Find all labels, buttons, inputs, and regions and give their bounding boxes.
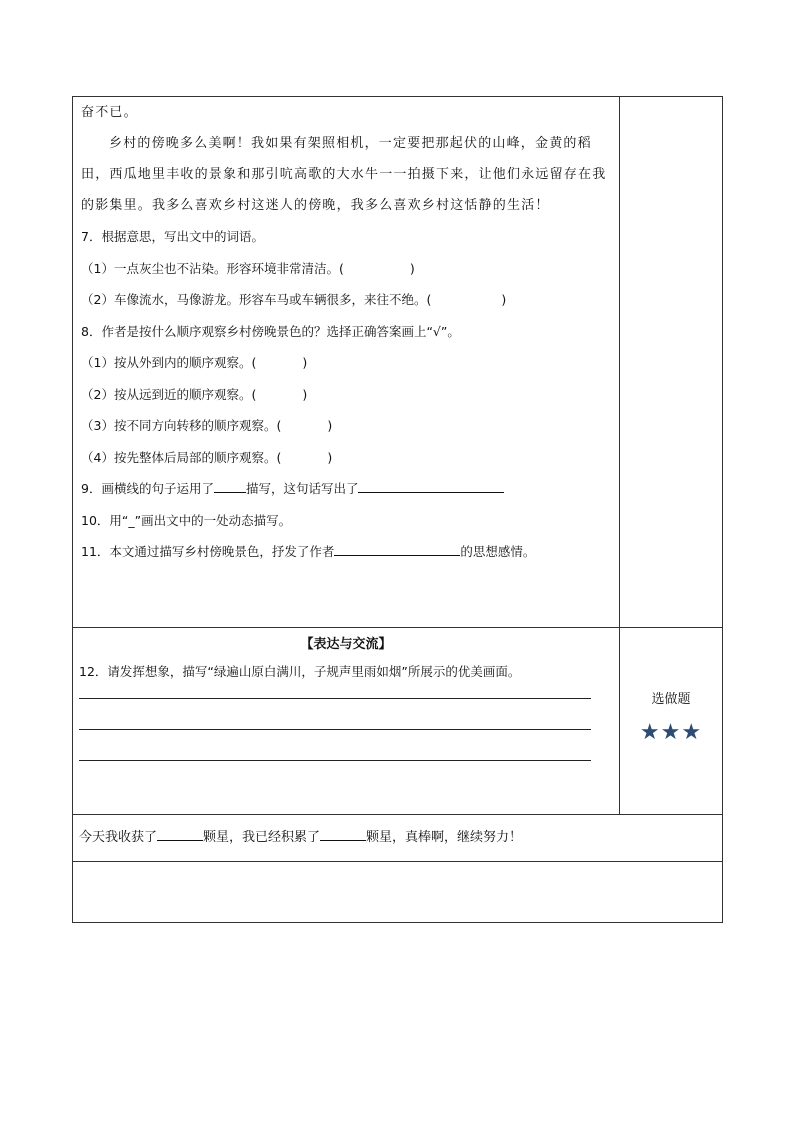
passage-paragraph: 乡村的傍晚多么美啊！我如果有架照相机，一定要把那起伏的山峰，金黄的稻田，西瓜地里丰收的景象和那引吭高歌的大水牛一一拍摄下来，让他们永远留存在我的影集里。我多么喜欢乡村这迷人的傍晚，我多么喜欢乡村这恬静的生活！ xyxy=(81,136,607,213)
question-9-text-b: 描写，这句话写出了 xyxy=(245,481,359,496)
question-8-2-text: （2）按从远到近的顺序观察。( xyxy=(81,386,257,402)
question-8: 8．作者是按什么顺序观察乡村傍晚景色的？选择正确答案画上“√”。 xyxy=(81,323,460,339)
summary-text-a: 今天我收获了 xyxy=(79,830,158,845)
writing-line[interactable] xyxy=(79,698,591,699)
close-paren: ) xyxy=(327,449,333,465)
star-count-blank[interactable] xyxy=(157,828,203,841)
question-7-2 xyxy=(73,284,619,316)
section-title: 【表达与交流】 xyxy=(300,637,392,652)
question-8-4-text: （4）按先整体后局部的顺序观察。( xyxy=(81,449,282,465)
optional-cell xyxy=(620,628,723,815)
summary-text-c: 颗星，真棒啊，继续努力！ xyxy=(366,830,523,845)
question-8-1-text: （1）按从外到内的顺序观察。( xyxy=(81,355,257,370)
star-rating-icon: ★★★ xyxy=(639,720,703,745)
close-paren: ) xyxy=(409,260,415,276)
optional-label: 选做题 xyxy=(651,692,691,707)
question-8-3 xyxy=(73,410,619,442)
question-8-2 xyxy=(73,379,619,411)
close-paren: ) xyxy=(327,418,333,433)
writing-line[interactable] xyxy=(79,729,591,730)
question-7: 7．根据意思，写出文中的词语。 xyxy=(81,229,264,244)
reading-passage xyxy=(73,97,619,221)
star-total-blank[interactable] xyxy=(320,828,366,841)
question-10: 10．用“_”画出文中的一处动态描写。 xyxy=(81,512,292,528)
answer-blank[interactable] xyxy=(334,543,460,556)
worksheet-table xyxy=(72,96,723,923)
close-paren: ) xyxy=(501,292,507,307)
question-8-4 xyxy=(73,442,619,474)
question-7-1-text: （1）一点灰尘也不沾染。形容环境非常清洁。( xyxy=(81,260,344,276)
close-paren: ) xyxy=(302,355,308,370)
close-paren: ) xyxy=(302,386,308,402)
question-7-1 xyxy=(73,253,619,285)
question-9 xyxy=(73,473,619,505)
question-8-3-text: （3）按不同方向转移的顺序观察。( xyxy=(81,418,282,433)
question-11-text-a: 11．本文通过描写乡村傍晚景色，抒发了作者 xyxy=(81,544,335,559)
question-11-text-b: 的思想感情。 xyxy=(460,544,536,559)
answer-blank[interactable] xyxy=(214,480,246,493)
question-12: 12．请发挥想象，描写“绿遍山原白满川，子规声里雨如烟”所展示的优美画面。 xyxy=(79,664,521,679)
worksheet xyxy=(72,96,722,924)
summary-cell xyxy=(73,815,723,862)
empty-cell xyxy=(73,862,723,923)
question-7-2-text: （2）车像流水，马像游龙。形容车马或车辆很多，来往不绝。( xyxy=(81,292,432,307)
summary-text-b: 颗星，我已经积累了 xyxy=(203,830,321,845)
writing-line[interactable] xyxy=(79,760,591,761)
reading-cell xyxy=(73,97,620,628)
question-8-1 xyxy=(73,347,619,379)
answer-blank[interactable] xyxy=(358,480,504,493)
summary-line xyxy=(73,815,722,861)
side-cell-empty xyxy=(620,97,723,628)
question-9-text-a: 9．画横线的句子运用了 xyxy=(81,481,214,496)
question-11 xyxy=(73,536,619,568)
expression-cell xyxy=(73,628,620,815)
passage-fragment: 奋不已。 xyxy=(81,105,138,120)
